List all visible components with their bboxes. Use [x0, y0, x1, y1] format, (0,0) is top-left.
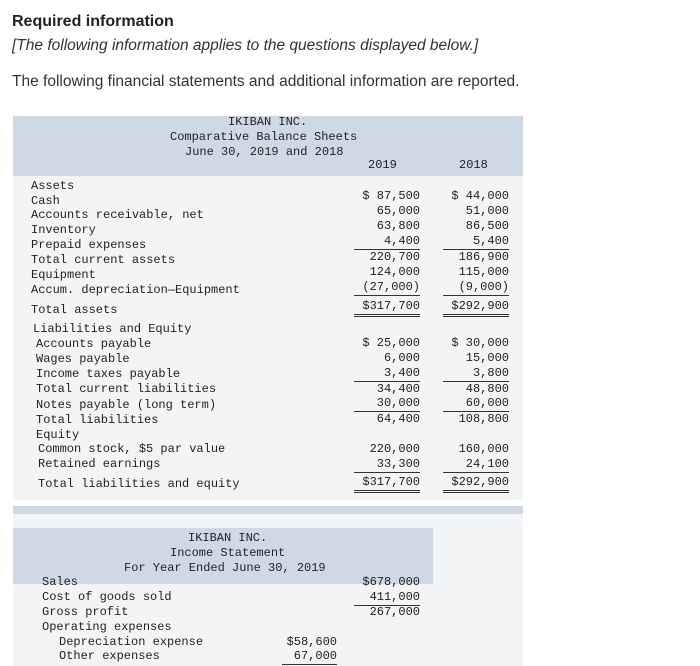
- income-statement-period: For Year Ended June 30, 2019: [124, 561, 326, 575]
- value-2018: 15,000: [465, 351, 509, 365]
- column-header-2019: 2019: [368, 158, 397, 172]
- row-label: Gross profit: [42, 605, 129, 619]
- value-2018: 51,000: [465, 204, 509, 218]
- value-2019: $ 25,000: [362, 336, 420, 350]
- required-information-heading: Required information: [12, 13, 174, 30]
- value-2018: $ 30,000: [451, 336, 509, 350]
- income-value: 267,000: [369, 605, 420, 619]
- value-2018: 24,100: [443, 457, 509, 473]
- row-label: Assets: [31, 179, 75, 193]
- value-2018: $ 44,000: [451, 189, 509, 203]
- value-2018: 115,000: [458, 265, 509, 279]
- value-2019: 33,300: [354, 457, 420, 473]
- info-note: [The following information applies to the questions displayed below.]: [12, 37, 479, 54]
- value-2019: 6,000: [383, 351, 420, 365]
- balance-sheet-date: June 30, 2019 and 2018: [185, 145, 344, 159]
- value-2019: (27,000): [354, 280, 420, 296]
- value-2018: 186,900: [458, 250, 509, 264]
- value-2019: 63,800: [376, 219, 420, 233]
- value-2018: 60,000: [443, 396, 509, 412]
- value-2018: (9,000): [443, 280, 509, 296]
- value-2018: 86,500: [465, 219, 509, 233]
- expense-value: 67,000: [282, 649, 337, 665]
- value-2018: 3,800: [443, 366, 509, 382]
- value-2019: 124,000: [369, 265, 420, 279]
- value-2019: 30,000: [354, 396, 420, 412]
- value-2019: $317,700: [354, 475, 420, 493]
- row-label: Retained earnings: [38, 457, 161, 471]
- row-label: Income taxes payable: [36, 367, 181, 381]
- column-header-2018: 2018: [459, 158, 488, 172]
- balance-sheet-title: Comparative Balance Sheets: [170, 130, 358, 144]
- row-label: Cost of goods sold: [42, 590, 172, 604]
- row-label: Other expenses: [59, 649, 160, 663]
- row-label: Equity: [36, 428, 80, 442]
- row-label: Liabilities and Equity: [33, 322, 192, 336]
- value-2019: $317,700: [354, 299, 420, 317]
- statements-description: The following financial statements and additional information are reported.: [12, 73, 520, 90]
- row-label: Accum. depreciation—Equipment: [31, 283, 240, 297]
- row-label: Inventory: [31, 223, 96, 237]
- value-2019: $ 87,500: [362, 189, 420, 203]
- value-2019: 65,000: [376, 204, 420, 218]
- row-label: Wages payable: [36, 352, 130, 366]
- income-value: $678,000: [362, 575, 420, 589]
- value-2018: 108,800: [458, 412, 509, 426]
- balance-sheet-company: IKIBAN INC.: [228, 115, 308, 129]
- row-label: Total current liabilities: [36, 382, 217, 396]
- row-label: Accounts receivable, net: [31, 208, 204, 222]
- row-label: Cash: [31, 194, 60, 208]
- value-2018: 160,000: [458, 442, 509, 456]
- row-label: Notes payable (long term): [36, 398, 217, 412]
- row-label: Total assets: [31, 303, 118, 317]
- value-2018: 48,800: [465, 382, 509, 396]
- value-2019: 64,400: [376, 412, 420, 426]
- row-label: Sales: [42, 575, 79, 589]
- income-statement-top-band: [13, 506, 523, 514]
- value-2019: 220,700: [369, 250, 420, 264]
- row-label: Total liabilities and equity: [38, 477, 240, 491]
- value-2018: $292,900: [443, 475, 509, 493]
- income-value: 411,000: [354, 590, 420, 606]
- value-2018: 5,400: [443, 234, 509, 250]
- value-2019: 220,000: [369, 442, 420, 456]
- income-statement-title: Income Statement: [170, 546, 286, 560]
- row-label: Equipment: [31, 268, 96, 282]
- row-label: Accounts payable: [36, 337, 152, 351]
- value-2019: 34,400: [376, 382, 420, 396]
- value-2018: $292,900: [443, 299, 509, 317]
- row-label: Prepaid expenses: [31, 238, 147, 252]
- row-label: Depreciation expense: [59, 635, 204, 649]
- expense-value: $58,600: [286, 635, 337, 649]
- row-label: Total liabilities: [36, 413, 159, 427]
- row-label: Operating expenses: [42, 620, 172, 634]
- row-label: Common stock, $5 par value: [38, 442, 226, 456]
- value-2019: 4,400: [354, 234, 420, 250]
- row-label: Total current assets: [31, 253, 176, 267]
- income-statement-company: IKIBAN INC.: [188, 531, 268, 545]
- value-2019: 3,400: [354, 366, 420, 382]
